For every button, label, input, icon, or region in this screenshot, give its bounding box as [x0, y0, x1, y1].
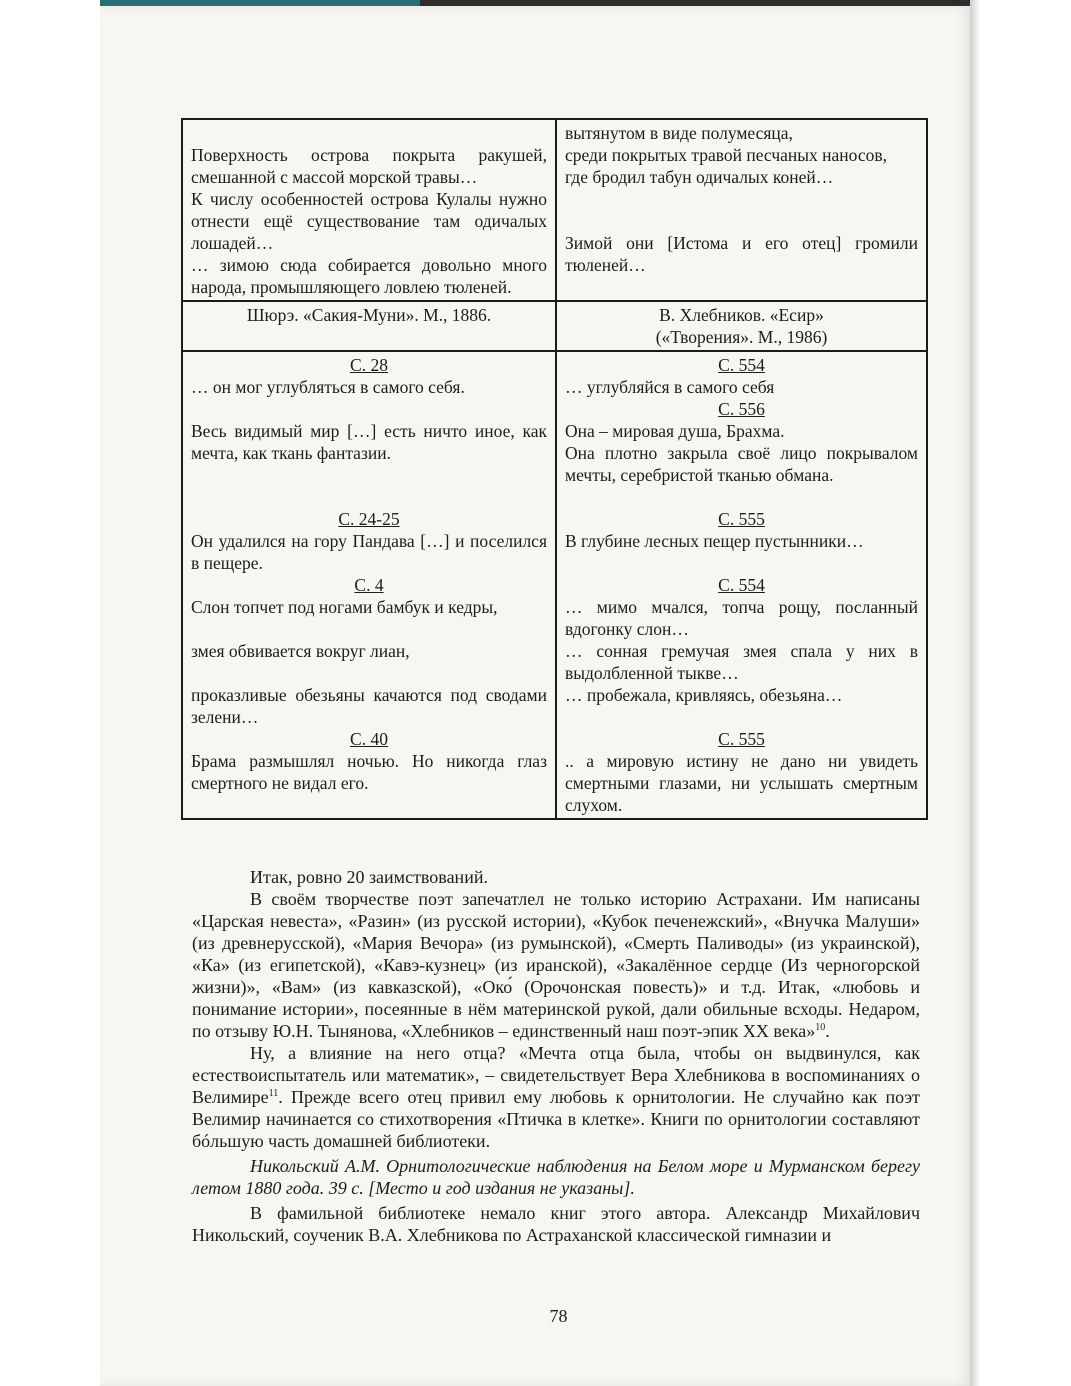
paragraph-text: Ну, а влияние на него отца? «Мечта отца была, чтобы он выдвинулся, как естествоиспытатель или математик», – свидетельствует Вера Хлебникова в воспоминаниях о Велимире — [192, 1043, 920, 1107]
table-cell-left — [182, 119, 556, 301]
paragraph-text: . Прежде всего отец привил ему любовь к орнитологии. Не случайно как поэт Велимир начинается со стихотворения «Птичка в клетке». Книги по орнитологии составляют бóльшую часть домашней библиотеки. — [192, 1087, 920, 1151]
table-row — [182, 351, 927, 819]
quote-text: Зимой они [Истома и его отец] громили тюленей… — [565, 233, 918, 275]
table-cell-right — [556, 119, 927, 301]
paragraph — [192, 1042, 920, 1152]
quote-text: … сонная гремучая змея спала у них в выдолбленной тыкве… — [565, 641, 918, 683]
footnote-marker: 11 — [268, 1088, 279, 1099]
page-ref: С. 555 — [718, 729, 765, 749]
page-number: 78 — [549, 1306, 568, 1326]
page-ref: С. 28 — [350, 355, 388, 375]
footnote-marker: 10 — [815, 1022, 826, 1033]
quote-text: проказливые обезьяны качаются под сводами зелени… — [191, 685, 547, 727]
quote-text: Весь видимый мир […] есть ничто иное, как мечта, как ткань фантазии. — [191, 421, 547, 463]
page-edge-shadow — [970, 0, 980, 1386]
quote-text: В глубине лесных пещер пустынники… — [565, 531, 864, 551]
quote-text: … он мог углубляться в самого себя. — [191, 377, 465, 397]
source-title: («Творения». М., 1986) — [655, 327, 828, 347]
paragraph — [192, 888, 920, 1042]
quote-text: среди покрытых травой песчаных наносов, — [565, 145, 888, 165]
quote-text: … углубляйся в самого себя — [565, 377, 775, 397]
page-ref: С. 555 — [718, 509, 765, 529]
table-row — [182, 119, 927, 301]
quote-text: Она плотно закрыла своё лицо покрывалом мечты, серебристой тканью обмана. — [565, 443, 918, 485]
quote-text: К числу особенностей острова Кулалы нужно отнести ещё существование там одичалых лошадей… — [191, 189, 547, 253]
source-title: Шюрэ. «Сакия-Муни». М., 1886. — [246, 305, 492, 325]
quote-text: змея обвивается вокруг лиан, — [191, 641, 410, 661]
quote-text: где бродил табун одичалых коней… — [565, 167, 834, 187]
table-cell-right — [556, 351, 927, 819]
quote-text: Поверхность острова покрыта ракушей, смешанной с массой морской травы… — [191, 145, 547, 187]
comparison-table — [181, 118, 928, 820]
page-ref: С. 554 — [718, 355, 765, 375]
paragraph: В фамильной библиотеке немало книг этого автора. Александр Михайлович Никольский, соученик В.А. Хлебникова по Астраханской классической гимназии и — [192, 1203, 920, 1245]
source-cell-right — [556, 301, 927, 351]
paragraph-text: В своём творчестве поэт запечатлел не только историю Астрахани. Им написаны «Царская невеста», «Разин» (из русской истории), «Кубок печенежский», «Внучка Малуши» (из древнерусской), «Мария Вечора» (из румынской), «Смерть Паливоды» (из украинской), «Ка» (из египетской), «Кавэ-кузнец» (из иранской), «Закалённое сердце (Из черногорской жизни)», «Вам» (из кавказской), «Око́ (Орочонская повесть)» и т.д. Итак, «любовь и понимание истории», посеянные в нём материнской рукой, дали обильные всходы. Недаром, по отзыву Ю.Н. Тынянова, «Хлебников – единственный наш поэт-эпик XX века» — [192, 889, 920, 1041]
table-row — [182, 301, 927, 351]
quote-text: Слон топчет под ногами бамбук и кедры, — [191, 597, 498, 617]
page-ref: С. 556 — [718, 399, 765, 419]
quote-text: .. а мировую истину не дано ни увидеть смертными глазами, ни услышать смертным слухом. — [565, 751, 918, 815]
quote-text: … мимо мчался, топча рощу, посланный вдогонку слон… — [565, 597, 918, 639]
page-ref: С. 554 — [718, 575, 765, 595]
table-cell-left — [182, 351, 556, 819]
paragraph-text: . — [825, 1021, 830, 1041]
body-text — [192, 866, 920, 1246]
quote-text: … пробежала, кривляясь, обезьяна… — [565, 685, 843, 705]
quote-text: … зимою сюда собирается довольно много народа, промышляющего ловлею тюленей. — [191, 255, 547, 297]
page-ref: С. 4 — [354, 575, 384, 595]
paragraph: Итак, ровно 20 заимствований. — [250, 867, 488, 887]
quote-text: Она – мировая душа, Брахма. — [565, 421, 785, 441]
page-ref: С. 40 — [350, 729, 388, 749]
source-cell-left — [182, 301, 556, 351]
page-ref: С. 24-25 — [338, 509, 400, 529]
bibliographic-entry: Никольский А.М. Орнитологические наблюдения на Белом море и Мурманском берегу летом 1880 года. 39 с. [Место и год издания не указаны]. — [192, 1156, 920, 1198]
quote-text: вытянутом в виде полумесяца, — [565, 123, 793, 143]
source-title: В. Хлебников. «Есир» — [659, 305, 824, 325]
quote-text: Брама размышлял ночью. Но никогда глаз смертного не видал его. — [191, 751, 547, 793]
quote-text: Он удалился на гору Пандава […] и поселился в пещере. — [191, 531, 547, 573]
